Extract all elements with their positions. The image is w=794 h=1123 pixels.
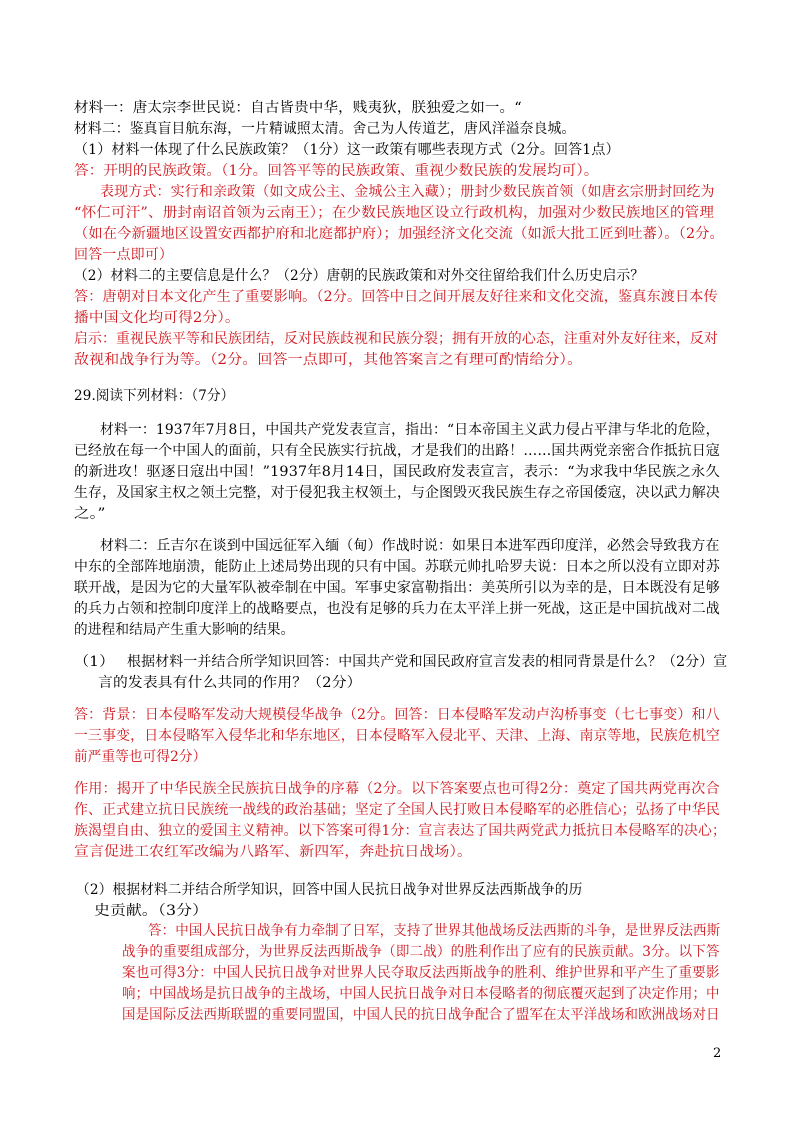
answer-line: 族渴望自由、独立的爱国主义精神。以下答案可得1分：宣言表达了国共两党武力抵抗日本侵略军的决心；	[74, 823, 726, 839]
text-line: 的进程和结局产生重大影响的结果。	[74, 622, 295, 638]
question-heading: 29.阅读下列材料：（7分）	[74, 388, 235, 404]
page-number: 2	[713, 1046, 722, 1061]
answer-line: 答：背景：日本侵略军发动大规模侵华战争（2分。回答：日本侵略军发动卢沟桥事变（七七事变）和八	[74, 707, 720, 723]
text-line: 材料一：唐太宗李世民说：自古皆贵中华，贱夷狄，朕独爱之如一。“	[74, 100, 522, 116]
answer-line: 答：唐朝对日本文化产生了重要影响。（2分。回答中日之间开展友好往来和文化交流，鉴真东渡日本传	[74, 289, 718, 305]
answer-line: 答：开明的民族政策。（1分。回答平等的民族政策、重视少数民族的发展均可）。	[74, 163, 599, 179]
text-line: 已经放在每一个中国人的面前，只有全民族实行抗战，才是我们的出路！……国共两党亲密合作抵抗日寇	[74, 443, 720, 459]
answer-line: 表现方式：实行和亲政策（如文成公主、金城公主入藏）；册封少数民族首领（如唐玄宗册封回纥为	[100, 184, 715, 200]
text-line: 史贡献。（3分）	[94, 903, 209, 919]
answer-line: 一三事变，日本侵略军入侵华北和华东地区，日本侵略军入侵北平、天津、上海、南京等地，民族危机空	[74, 728, 720, 744]
text-line: 生存，及国家主权之领土完整，对于侵犯我主权领土，与企图毁灭我民族生存之帝国倭寇，决以武力解决	[74, 485, 720, 501]
text-line: （2）根据材料二并结合所学知识，回答中国人民抗日战争对世界反法西斯战争的历	[76, 882, 583, 898]
answer-line: 国是国际反法西斯联盟的重要同盟国，中国人民的抗日战争配合了盟军在太平洋战场和欧洲战场对日	[122, 1007, 720, 1023]
text-line: 言的发表具有什么共同的作用？（2分）	[98, 675, 362, 691]
text-line: （2）材料二的主要信息是什么？（2分）唐朝的民族政策和对外交往留给我们什么历史启示？	[74, 268, 645, 284]
text-line: 材料二：鉴真盲目航东海，一片精诚照太清。舍己为人传道艺，唐风洋溢奈良城。	[74, 121, 576, 137]
answer-line: 宣言促进工农红军改编为八路军、新四军，奔赴抗日战场）。	[74, 844, 473, 860]
text-line: 的新进攻！驱逐日寇出中国！”1937年8月14日，国民政府发表宣言，表示：“为求我中华民族之永久	[74, 464, 720, 480]
text-line: 中东的全部阵地崩溃，能防止上述局势出现的只有中国。苏联元帅扎哈罗夫说：日本之所以没有立即对苏	[74, 559, 720, 575]
answer-line: 前严重等也可得2分）	[74, 749, 207, 765]
question-number: （1）	[74, 654, 115, 670]
text-line: 联开战，是因为它的大量军队被牵制在中国。军事史家富勒指出：美英所引以为幸的是，日本既没有足够	[74, 580, 720, 596]
answer-line: 作用：揭开了中华民族全民族抗日战争的序幕（2分。以下答案要点也可得2分：奠定了国共两党再次合	[74, 781, 720, 797]
text-line: 材料一：1937年7月8日，中国共产党发表宣言，指出：“日本帝国主义武力侵占平津与华北的危险，	[100, 422, 720, 438]
answer-line: 案也可得3分：中国人民抗日战争对世界人民夺取反法西斯战争的胜利、维护世界和平产生了重要影	[122, 965, 720, 981]
text-line: 的兵力占领和控制印度洋上的战略要点，也没有足够的兵力在太平洋上拼一死战，这正是中国抗战对二战	[74, 601, 720, 617]
answer-line: 回答一点即可）	[74, 247, 174, 263]
text-line: （1）材料一体现了什么民族政策？（1分）这一政策有哪些表现方式（2分。回答1点）	[74, 142, 620, 158]
text-line: 材料二：丘吉尔在谈到中国远征军入缅（甸）作战时说：如果日本进军西印度洋，必然会导致我方在	[100, 538, 720, 554]
answer-line: （如在今新疆地区设置安西都护府和北庭都护府）；加强经济文化交流（如派大批工匠到吐蕃）。（2分。	[74, 226, 724, 242]
answer-line: 启示：重视民族平等和民族团结，反对民族歧视和民族分裂；拥有开放的心态，注重对外友好往来，反对	[74, 331, 718, 347]
answer-line: 响；中国战场是抗日战争的主战场，中国人民抗日战争对日本侵略者的彻底覆灭起到了决定作用；中	[122, 986, 720, 1002]
answer-line: 答：中国人民抗日战争有力牵制了日军，支持了世界其他战场反法西斯的斗争，是世界反法西斯	[148, 923, 721, 939]
answer-line: 敌视和战争行为等。（2分。回答一点即可，其他答案言之有理可酌情给分）。	[74, 352, 583, 368]
answer-line: 作、正式建立抗日民族统一战线的政治基础；坚定了全国人民打败日本侵略军的必胜信心；弘扬了中华民	[74, 802, 720, 818]
answer-line: 战争的重要组成部分，为世界反法西斯战争（即二战）的胜利作出了应有的民族贡献。3分。以下答	[122, 944, 720, 960]
text-line: 根据材料一并结合所学知识回答：中国共产党和国民政府宣言发表的相同背景是什么？（2分）宣	[127, 654, 728, 670]
text-line: 之。”	[74, 506, 106, 522]
answer-line: “怀仁可汗”、册封南诏首领为云南王）；在少数民族地区设立行政机构，加强对少数民族地区的管理	[74, 205, 715, 221]
answer-line: 播中国文化均可得2分）。	[74, 310, 240, 326]
